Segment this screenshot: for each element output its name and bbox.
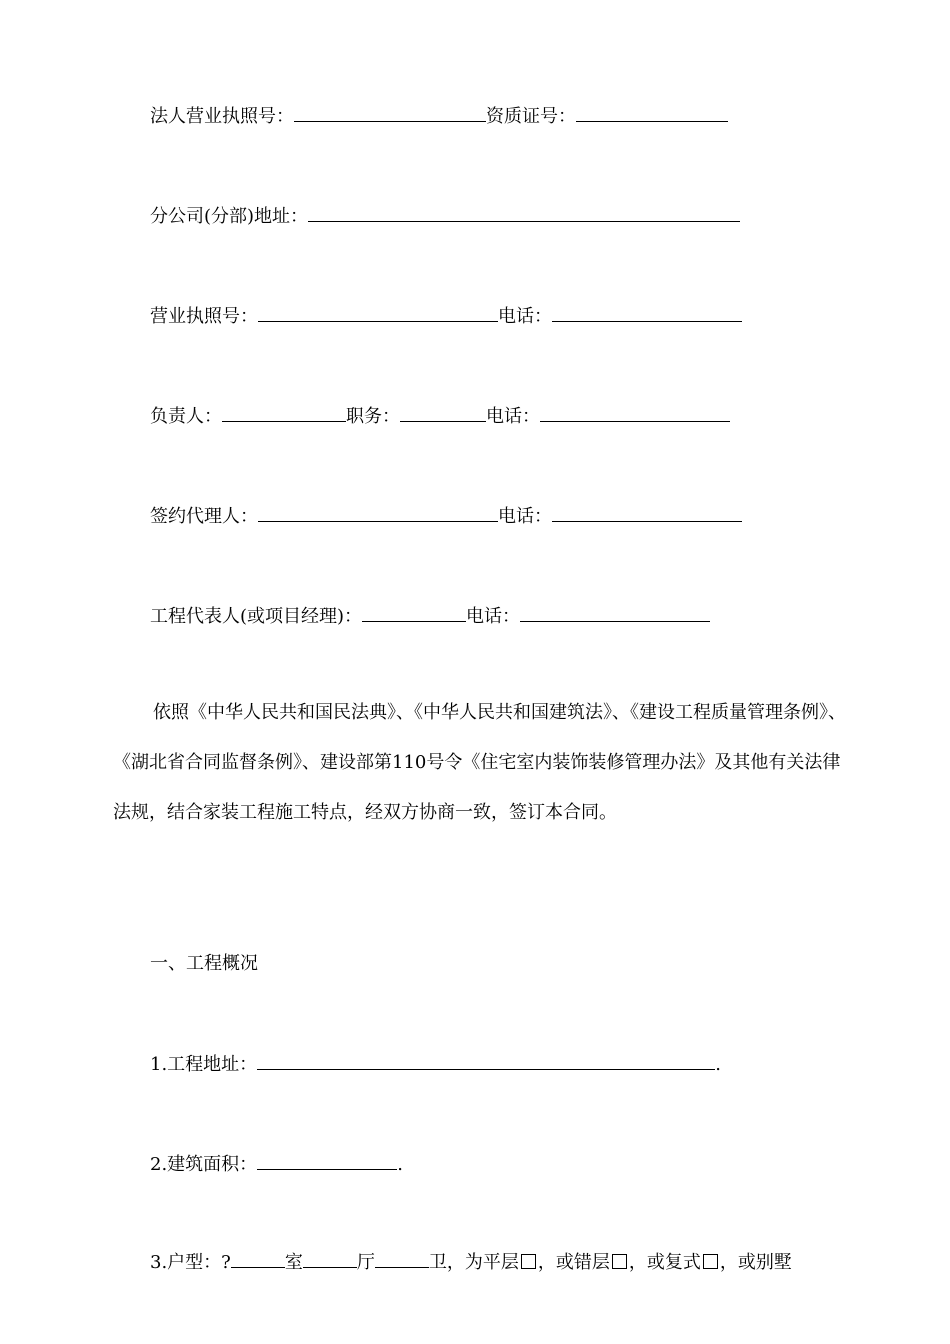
business-license-label: 营业执照号：: [150, 306, 258, 327]
phone-label: 电话：: [498, 306, 552, 327]
business-license-blank[interactable]: [258, 304, 498, 322]
duplex-checkbox[interactable]: [703, 1254, 718, 1269]
signing-agent-row: [150, 504, 742, 528]
responsible-person-blank[interactable]: [222, 404, 346, 422]
legal-license-blank[interactable]: [294, 104, 486, 122]
phone-blank[interactable]: [540, 404, 730, 422]
project-address-label: 1.工程地址：: [150, 1054, 258, 1075]
legal-license-row: [150, 104, 728, 128]
signing-agent-blank[interactable]: [258, 504, 498, 522]
branch-address-label: 分公司(分部)地址：: [150, 206, 309, 227]
branch-address-blank[interactable]: [308, 204, 740, 222]
phone-blank[interactable]: [520, 604, 710, 622]
project-address-row: 1.工程地址： .: [150, 1054, 721, 1075]
split-level-checkbox[interactable]: [612, 1254, 627, 1269]
signing-agent-label: 签约代理人：: [150, 506, 258, 527]
section-heading: [150, 952, 258, 976]
branch-address-row: [150, 204, 740, 228]
business-license-row: [150, 304, 742, 328]
project-rep-row: [150, 604, 710, 628]
halls-blank[interactable]: [303, 1250, 357, 1268]
legal-license-label: 法人营业执照号：: [150, 106, 294, 127]
house-type-label: 3.户型：?: [150, 1252, 231, 1273]
building-area-blank[interactable]: [257, 1152, 397, 1170]
building-area-label: 2.建筑面积：: [150, 1154, 258, 1175]
building-area-row: 2.建筑面积： .: [150, 1154, 403, 1175]
flat-checkbox[interactable]: [521, 1254, 536, 1269]
phone-blank[interactable]: [552, 504, 742, 522]
phone-label: 电话：: [486, 406, 540, 427]
phone-label: 电话：: [466, 606, 521, 627]
section-heading-text: 一、工程概况: [150, 953, 258, 974]
qualification-label: 资质证号：: [486, 106, 576, 127]
project-rep-label: 工程代表人(或项目经理)：: [150, 606, 363, 627]
baths-blank[interactable]: [375, 1250, 429, 1268]
rooms-blank[interactable]: [231, 1250, 285, 1268]
responsible-person-row: [150, 404, 730, 428]
position-label: 职务：: [346, 406, 400, 427]
house-type-row: 3.户型：? 室 厅 卫，为平层 ，或错层 ，或复式 ，或别墅: [150, 1252, 792, 1273]
project-address-blank[interactable]: [257, 1052, 715, 1070]
qualification-blank[interactable]: [576, 104, 728, 122]
phone-label: 电话：: [498, 506, 552, 527]
position-blank[interactable]: [400, 404, 486, 422]
preamble-text: 依照《中华人民共和国民法典》、《中华人民共和国建筑法》、《建设工程质量管理条例》、《湖北省合同监督条例》、建设部第110号令《住宅室内装饰装修管理办法》及其他有关法律法规，结合家装工程施工特点，经双方协商一致，签订本合同。: [113, 702, 846, 823]
responsible-person-label: 负责人：: [150, 406, 222, 427]
preamble-paragraph: [113, 688, 853, 838]
project-rep-blank[interactable]: [362, 604, 466, 622]
phone-blank[interactable]: [552, 304, 742, 322]
